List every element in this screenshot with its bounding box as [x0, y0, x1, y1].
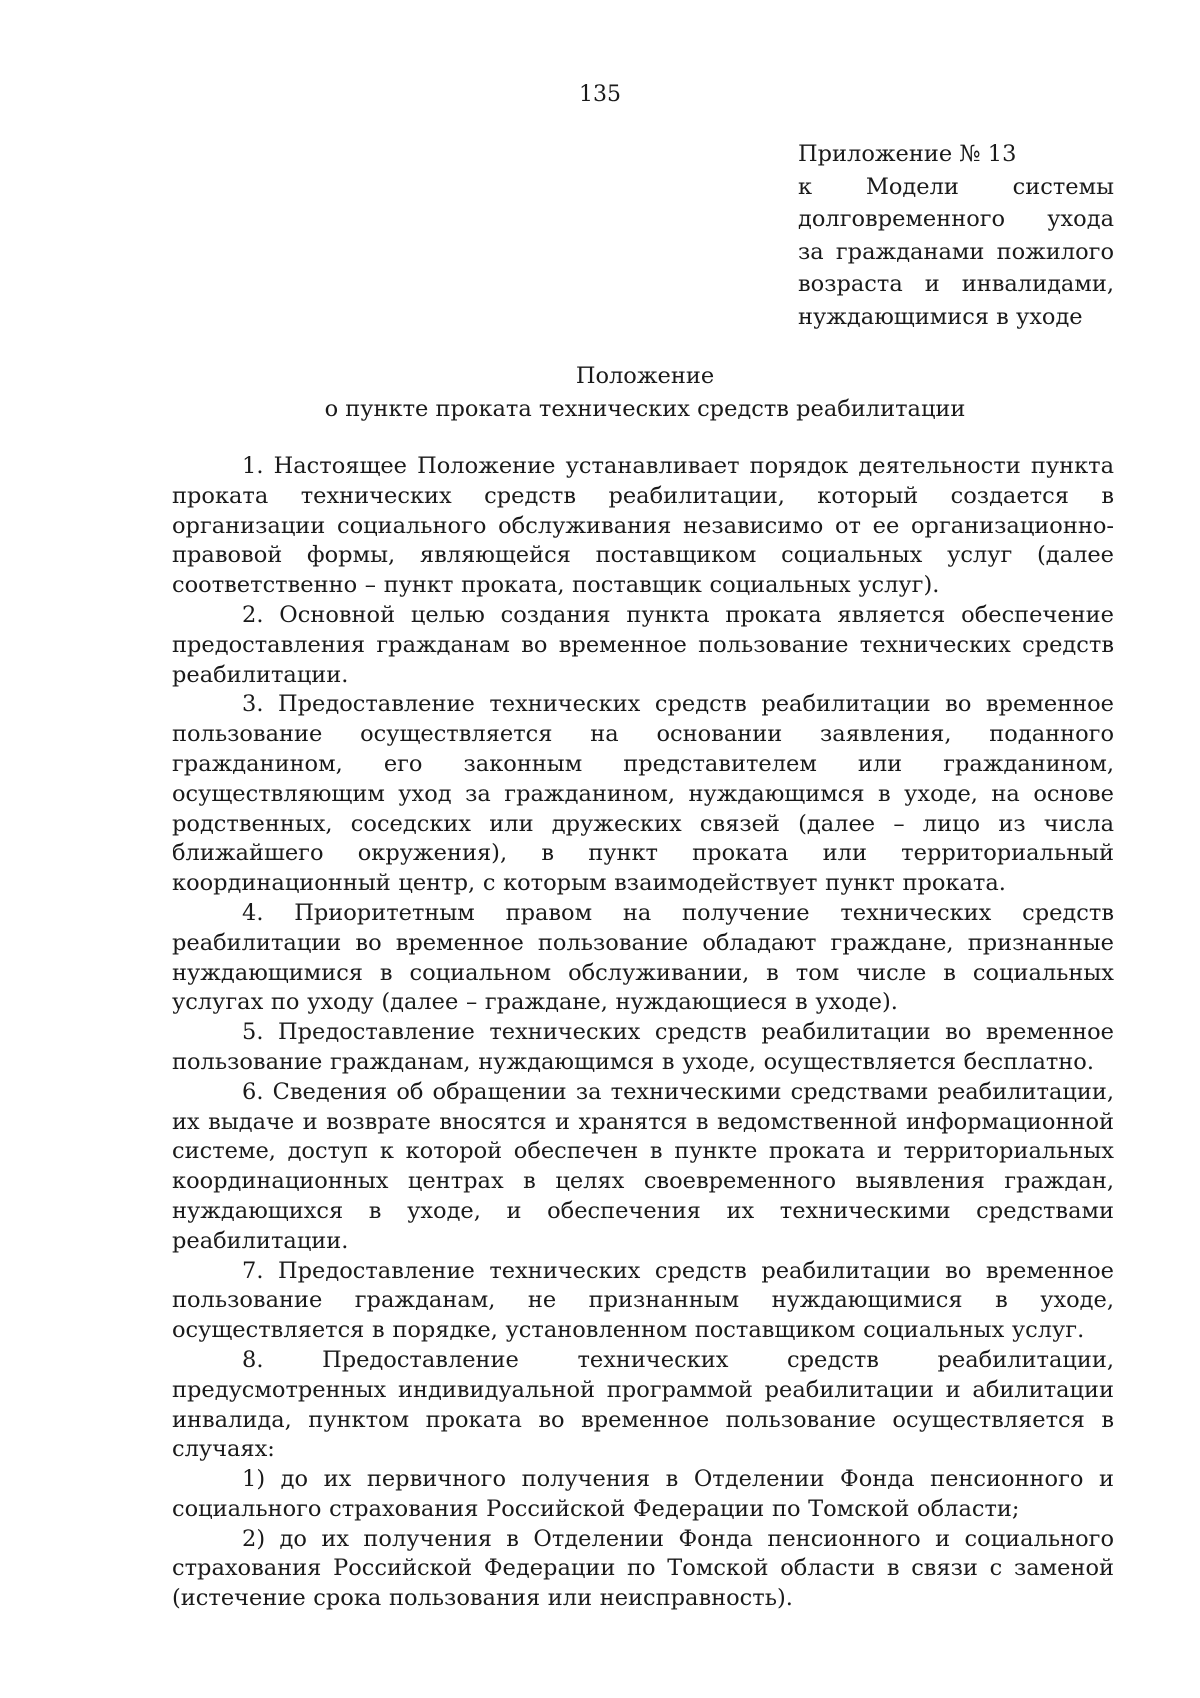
subitem-2: 2) до их получения в Отделении Фонда пенсионного и социального страхования Российской Федерации по Томской области в связи с заменой (истечение срока пользования или неисправность).	[172, 1525, 1114, 1612]
appendix-header	[798, 138, 1114, 333]
document-title	[0, 360, 1200, 425]
appendix-line: долговременного ухода	[798, 206, 1114, 232]
paragraph-4: 4. Приоритетным правом на получение технических средств реабилитации во временное пользование обладают граждане, признанные нуждающимися в социальном обслуживании, в том числе в социальных услугах по уходу (далее – граждане, нуждающиеся в уходе).	[172, 899, 1114, 1016]
paragraph-8: 8. Предоставление технических средств реабилитации, предусмотренных индивидуальной программой реабилитации и абилитации инвалида, пунктом проката во временное пользование осуществляется в случаях:	[172, 1346, 1114, 1463]
paragraph-3: 3. Предоставление технических средств реабилитации во временное пользование осуществляется на основании заявления, поданного гражданином, его законным представителем или гражданином, осуществляющим уход за гражданином, нуждающимся в уходе, на основе родственных, соседских или дружеских связей (далее – лицо из числа ближайшего окружения), в пункт проката или территориальный координационный центр, с которым взаимодействует пункт проката.	[172, 691, 1114, 897]
appendix-line: Приложение № 13	[798, 141, 1017, 167]
document-title-line: Положение	[575, 363, 715, 389]
paragraph-5: 5. Предоставление технических средств реабилитации во временное пользование гражданам, нуждающимся в уходе, осуществляется бесплатно.	[172, 1019, 1114, 1075]
paragraph-2: 2. Основной целью создания пункта проката является обеспечение предоставления гражданам во временное пользование технических средств реабилитации.	[172, 601, 1114, 688]
subitem-1: 1) до их первичного получения в Отделении Фонда пенсионного и социального страхования Российской Федерации по Томской области;	[172, 1466, 1114, 1522]
document-body	[172, 452, 1114, 1614]
appendix-line: за гражданами пожилого	[798, 238, 1114, 265]
document-subtitle-line: о пункте проката технических средств реабилитации	[324, 395, 966, 422]
paragraph-7: 7. Предоставление технических средств реабилитации во временное пользование гражданам, не признанным нуждающимися в уходе, осуществляется в порядке, установленном поставщиком социальных услуг.	[172, 1257, 1114, 1344]
paragraph-1: 1. Настоящее Положение устанавливает порядок деятельности пункта проката технических средств реабилитации, который создается в организации социального обслуживания независимо от ее организационно-правовой формы, являющейся поставщиком социальных услуг (далее соответственно – пункт проката, поставщик социальных услуг).	[172, 453, 1114, 599]
page-number: 135	[579, 82, 621, 107]
appendix-line: возраста и инвалидами,	[798, 271, 1114, 297]
appendix-line: к Модели системы	[798, 173, 1114, 200]
paragraph-6: 6. Сведения об обращении за техническими средствами реабилитации, их выдаче и возврате вносятся и хранятся в ведомственной информационной системе, доступ к которой обеспечен в пункте проката и территориальных координационных центрах в целях своевременного выявления граждан, нуждающихся в уходе, и обеспечения их техническими средствами реабилитации.	[172, 1078, 1114, 1254]
appendix-line: нуждающимися в уходе	[798, 303, 1083, 330]
